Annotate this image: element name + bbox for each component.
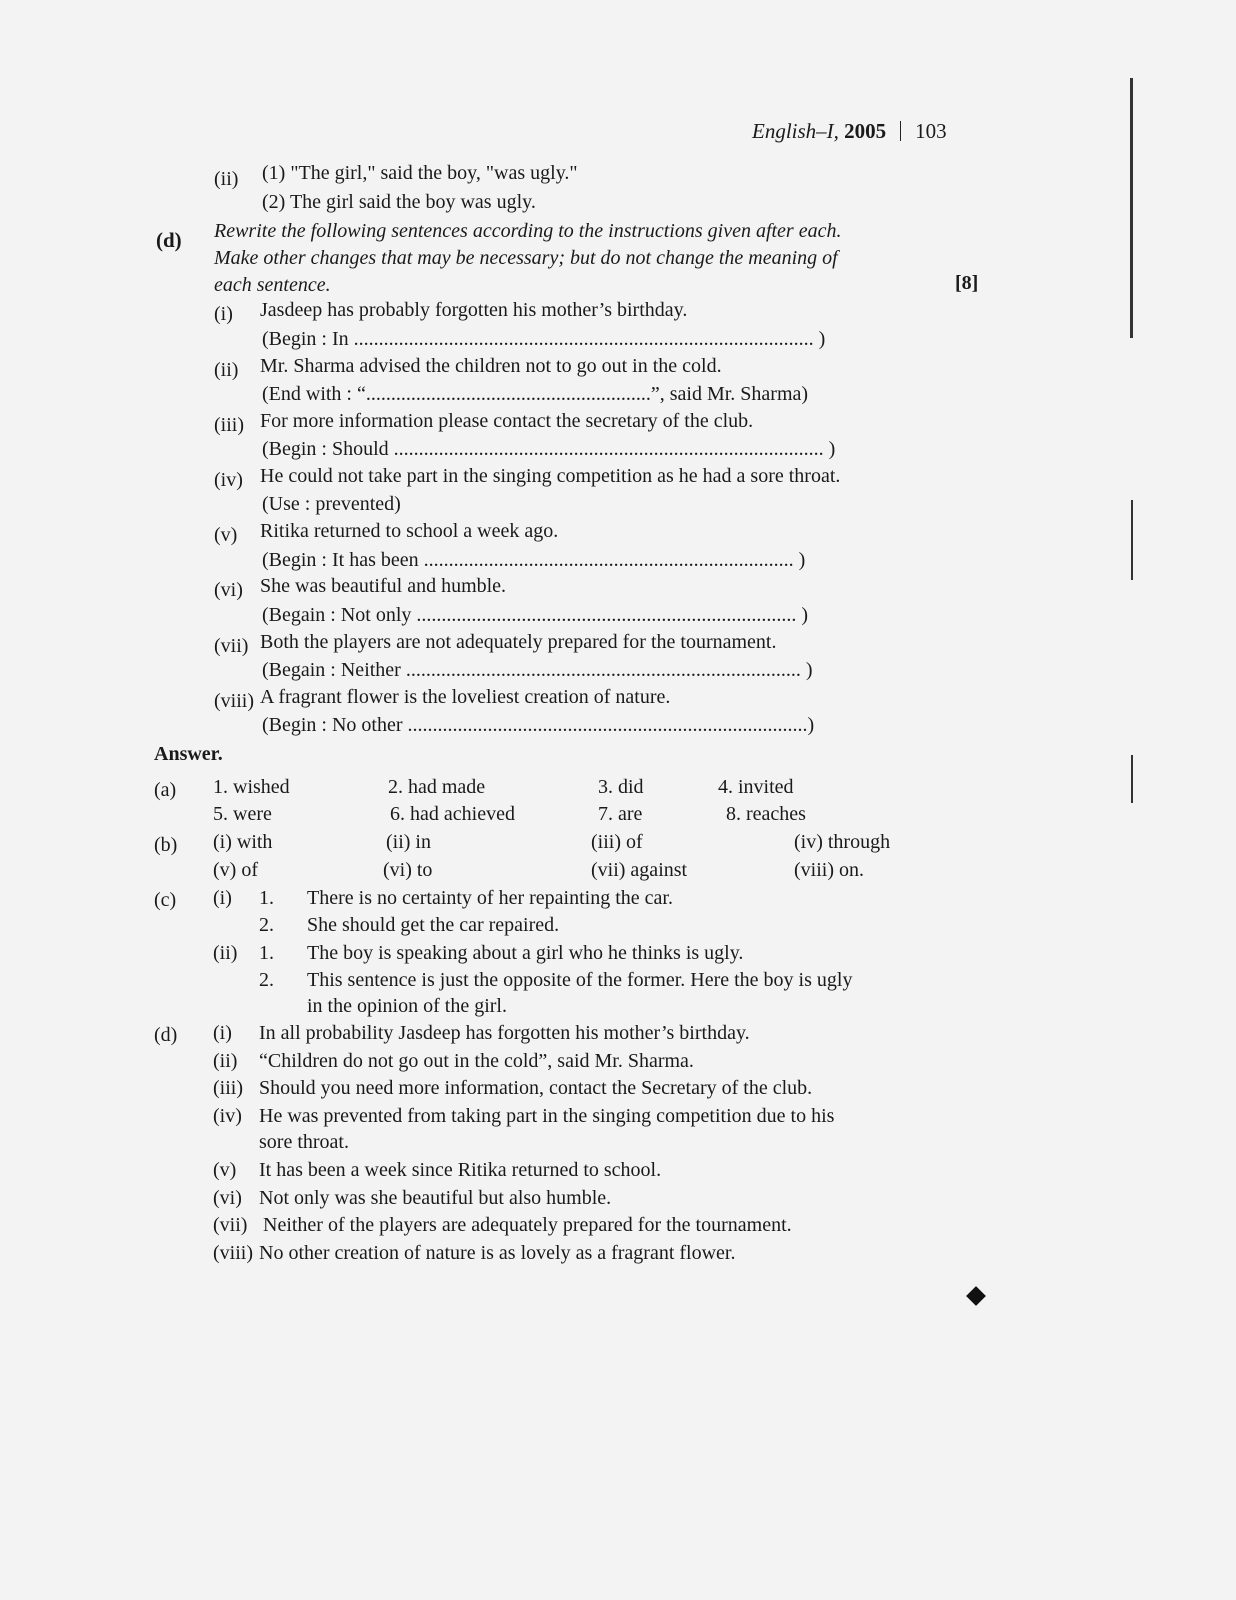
sub-number: 2. <box>259 914 274 936</box>
question-sentence: He could not take part in the singing competition as he had a sore throat. <box>260 465 841 487</box>
sub-number: 2. <box>259 969 274 991</box>
answer-cell: 8. reaches <box>726 803 806 825</box>
question-instruction-line: (Begin : No other ................................................................................) <box>262 714 815 736</box>
question-instruction-line: (Begain : Neither ............................................................................... ) <box>262 659 813 681</box>
answer-cell: 5. were <box>213 803 272 825</box>
header-divider <box>900 121 901 141</box>
sentence-line: (1) "The girl," said the boy, "was ugly." <box>262 162 578 184</box>
item-number: (i) <box>213 1022 232 1044</box>
answer-label: (b) <box>154 834 178 856</box>
end-diamond-icon <box>966 1286 986 1306</box>
answer-cell: (iii) of <box>591 831 643 853</box>
item-number: (v) <box>213 1159 237 1181</box>
question-instruction-line: (Use : prevented) <box>262 493 401 515</box>
answer-cell: (ii) in <box>386 831 431 853</box>
item-number: (vi) <box>213 1187 242 1209</box>
answer-cell: (iv) through <box>794 831 891 853</box>
answer-text: It has been a week since Ritika returned to school. <box>259 1159 662 1181</box>
sentence-line: (2) The girl said the boy was ugly. <box>262 191 536 213</box>
header-title: English–I, <box>752 119 839 143</box>
question-sentence: She was beautiful and humble. <box>260 575 507 597</box>
answer-cell: 7. are <box>598 803 643 825</box>
question-instruction-line: (Begin : Should ...................................................................................... ) <box>262 438 836 460</box>
item-number: (i) <box>213 887 232 909</box>
scan-edge-line <box>1131 755 1133 803</box>
item-number: (ii) <box>213 1050 238 1072</box>
item-number: (v) <box>214 524 238 546</box>
item-number: (i) <box>214 303 233 325</box>
answer-text: Not only was she beautiful but also humble. <box>259 1187 612 1209</box>
answer-cell: (v) of <box>213 859 258 881</box>
question-instruction-line: (Begain : Not only ............................................................................ ) <box>262 604 809 626</box>
page-header <box>752 119 947 143</box>
header-year: 2005 <box>844 119 887 143</box>
item-number: (iv) <box>214 469 243 491</box>
answer-label: (d) <box>154 1024 178 1046</box>
answer-cell: (vii) against <box>591 859 688 881</box>
answer-text: sore throat. <box>259 1131 349 1153</box>
answer-cell: 4. invited <box>718 776 794 798</box>
marks-badge: [8] <box>955 272 979 294</box>
answer-text: Neither of the players are adequately prepared for the tournament. <box>263 1214 792 1236</box>
question-label: (d) <box>156 228 182 252</box>
answer-text: Should you need more information, contact the Secretary of the club. <box>259 1077 813 1099</box>
answer-cell: (vi) to <box>383 859 433 881</box>
question-instruction: each sentence. <box>214 274 331 296</box>
answer-label: (a) <box>154 779 177 801</box>
question-instruction-line: (Begin : In ............................................................................................ ) <box>262 328 826 350</box>
answer-text: No other creation of nature is as lovely as a fragrant flower. <box>259 1242 736 1264</box>
question-sentence: A fragrant flower is the loveliest creation of nature. <box>260 686 671 708</box>
question-sentence: For more information please contact the secretary of the club. <box>260 410 754 432</box>
answer-text: She should get the car repaired. <box>307 914 560 936</box>
item-number: (ii) <box>214 168 239 190</box>
answer-text: This sentence is just the opposite of the former. Here the boy is ugly <box>307 969 853 991</box>
item-number: (iv) <box>213 1105 242 1127</box>
question-sentence: Ritika returned to school a week ago. <box>260 520 559 542</box>
sub-number: 1. <box>259 887 274 909</box>
item-number: (vii) <box>214 635 249 657</box>
item-number: (vii) <box>213 1214 248 1236</box>
item-number: (vi) <box>214 579 243 601</box>
answer-cell: 2. had made <box>388 776 486 798</box>
answer-cell: (viii) on. <box>794 859 864 881</box>
scan-edge-line <box>1131 500 1133 580</box>
answer-cell: (i) with <box>213 831 273 853</box>
question-instruction-line: (End with : “.........................................................”, said Mr. Sharma) <box>262 383 809 405</box>
item-number: (viii) <box>214 690 254 712</box>
answer-text: in the opinion of the girl. <box>307 995 507 1017</box>
question-sentence: Jasdeep has probably forgotten his mother’s birthday. <box>260 299 688 321</box>
item-number: (iii) <box>214 414 244 436</box>
answer-heading: Answer. <box>154 743 223 765</box>
question-sentence: Both the players are not adequately prepared for the tournament. <box>260 631 777 653</box>
answer-text: There is no certainty of her repainting the car. <box>307 887 673 909</box>
question-instruction: Make other changes that may be necessary; but do not change the meaning of <box>214 247 838 269</box>
scan-edge-line <box>1130 78 1133 338</box>
answer-cell: 1. wished <box>213 776 290 798</box>
answer-text: The boy is speaking about a girl who he thinks is ugly. <box>307 942 744 964</box>
item-number: (ii) <box>214 359 239 381</box>
sub-number: 1. <box>259 942 274 964</box>
question-instruction: Rewrite the following sentences according to the instructions given after each. <box>214 220 842 242</box>
item-number: (viii) <box>213 1242 253 1264</box>
answer-text: He was prevented from taking part in the singing competition due to his <box>259 1105 835 1127</box>
question-sentence: Mr. Sharma advised the children not to go out in the cold. <box>260 355 722 377</box>
page-number: 103 <box>915 119 947 143</box>
answer-label: (c) <box>154 889 177 911</box>
item-number: (iii) <box>213 1077 243 1099</box>
question-instruction-line: (Begin : It has been .......................................................................... ) <box>262 549 806 571</box>
answer-cell: 6. had achieved <box>390 803 515 825</box>
item-number: (ii) <box>213 942 238 964</box>
answer-cell: 3. did <box>598 776 644 798</box>
answer-text: In all probability Jasdeep has forgotten his mother’s birthday. <box>259 1022 750 1044</box>
answer-text: “Children do not go out in the cold”, said Mr. Sharma. <box>259 1050 694 1072</box>
